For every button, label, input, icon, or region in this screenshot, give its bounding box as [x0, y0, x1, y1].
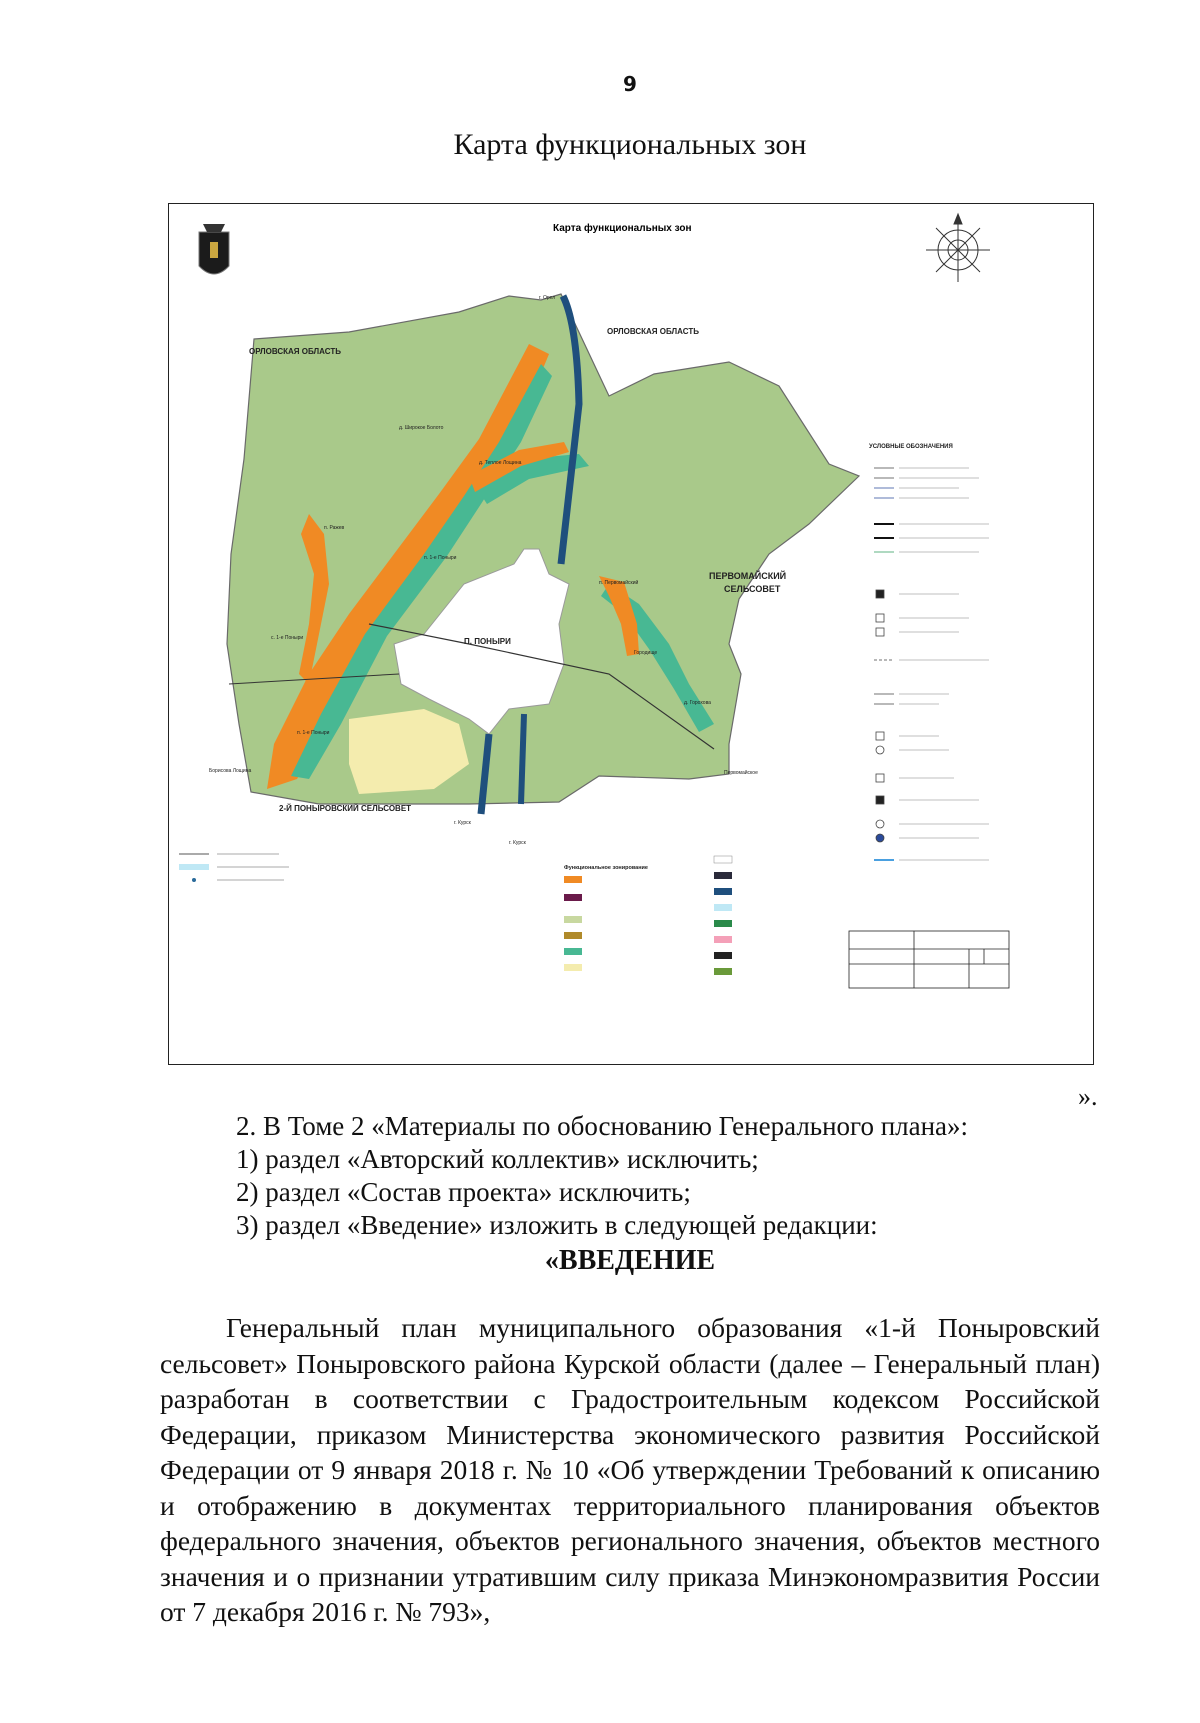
region-label-2nd-ponyrovsky: 2-Й ПОНЫРОВСКИЙ СЕЛЬСОВЕТ: [279, 804, 412, 813]
closing-quote: ».: [1078, 1082, 1098, 1111]
left-legend: [179, 854, 289, 882]
introduction-title: «ВВЕДЕНИЕ: [544, 1245, 716, 1276]
legend-title: УСЛОВНЫЕ ОБОЗНАЧЕНИЯ: [869, 444, 953, 450]
map-title: Карта функциональных зон: [553, 223, 692, 234]
compass-rose-icon: [926, 214, 990, 282]
railway-south-2: [521, 714, 524, 804]
document-heading: Карта функциональных зон: [453, 128, 807, 161]
place-label-ponyri-left: с. 1-е Поныри: [271, 635, 304, 641]
place-label-gorodok: д. Горохова: [684, 700, 711, 706]
amendment-line: 2) раздел «Состав проекта» исключить;: [236, 1177, 691, 1207]
place-label-shirokoe: д. Широкое Болото: [399, 425, 444, 431]
page-number: 9: [623, 72, 637, 96]
place-label-pervomaisk: Первомайское: [724, 770, 758, 776]
region-label-pervomaisky-1: ПЕРВОМАЙСКИЙ: [709, 571, 787, 581]
amendment-list: [236, 1110, 1156, 1242]
region-label-orel-east: ОРЛОВСКАЯ ОБЛАСТЬ: [607, 327, 699, 336]
introduction-paragraph: Генеральный план муниципального образования «1-й Поныровский сельсовет» Поныровского района Курской области (далее – Генеральный план) разработан в соответствии с Градостроительным кодексом Российской Федерации, приказом Министерства экономического развития Российской Федерации от 9 января 2018 г. № 10 «Об утверждении Требований к описанию и отображению в документах территориального планирования объектов федерального значения, объектов регионального значения, объектов местного значения и о признании утратившим силу приказа Минэкономразвития России от 7 декабря 2016 г. № 793»,: [160, 1312, 1100, 1627]
amendment-line: 1) раздел «Авторский коллектив» исключить;: [236, 1144, 759, 1174]
place-label-orel: г. Орел: [539, 295, 556, 301]
region-label-pervomaisky-2: СЕЛЬСОВЕТ: [724, 584, 781, 594]
place-label-ponyri-1: п. 1-е Поныри: [424, 555, 457, 561]
place-label-tyoploe: д. Теплое Лощина: [479, 460, 522, 466]
map-drawing: [169, 204, 1092, 1063]
place-label-kursk-2: г. Курск: [509, 840, 526, 846]
zoning-legend: [564, 856, 732, 975]
region-label-ponyri: П. ПОНЫРИ: [464, 637, 511, 646]
amendment-line: 3) раздел «Введение» изложить в следующей редакции:: [236, 1210, 878, 1240]
place-label-ponyri-lower: п. 1-е Поныри: [297, 730, 330, 736]
place-label-kursk-1: г. Курск: [454, 820, 471, 826]
functional-zones-map: [168, 203, 1094, 1065]
amendment-line: 2. В Томе 2 «Материалы по обоснованию Генерального плана»:: [236, 1111, 969, 1141]
place-label-pervomay: п. Первомайский: [599, 580, 639, 586]
region-label-orel-west: ОРЛОВСКАЯ ОБЛАСТЬ: [249, 347, 341, 356]
zoning-legend-title: Функциональное зонирование: [564, 865, 648, 871]
place-label-razhev: п. Ражев: [324, 525, 345, 531]
legend-items: [874, 468, 989, 860]
coat-of-arms-icon: [199, 224, 229, 274]
title-block: [849, 931, 1009, 988]
place-label-borisov: Борисова Лощина: [209, 768, 252, 774]
place-label-gorodische: Городище: [634, 650, 658, 656]
